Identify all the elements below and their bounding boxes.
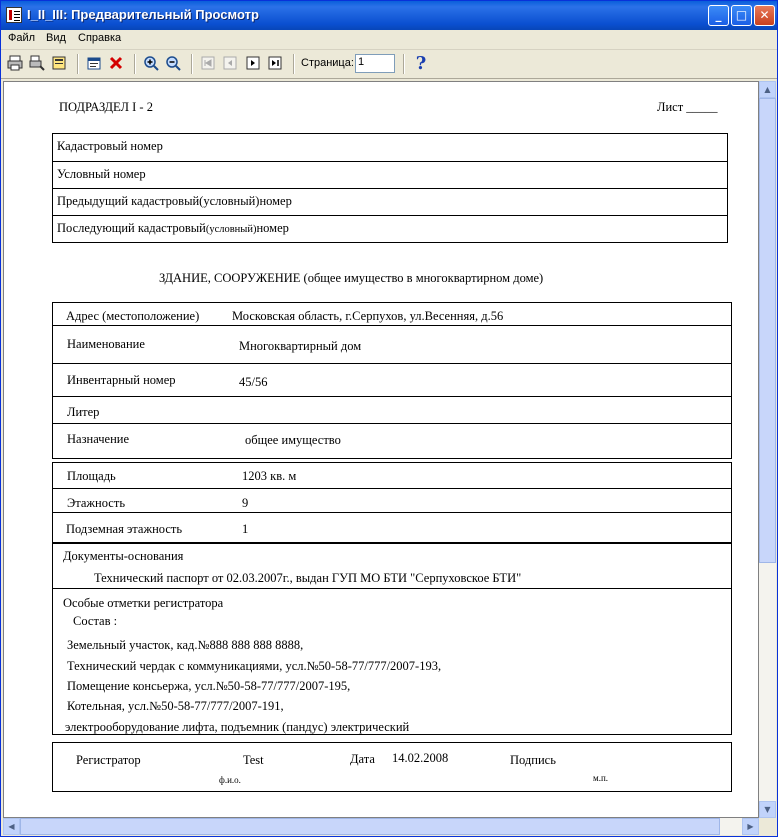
prev-page-icon[interactable] — [221, 54, 239, 72]
composition-label: Состав : — [73, 614, 118, 628]
window-title: I_II_III: Предварительный Просмотр — [27, 7, 259, 22]
registrar-value: Test — [243, 753, 264, 767]
maximize-button[interactable]: □ — [731, 5, 752, 26]
sheet-label: Лист _____ — [657, 100, 718, 114]
documents-label: Документы-основания — [63, 549, 184, 563]
next-page-icon[interactable] — [244, 54, 262, 72]
print-setup-icon[interactable] — [28, 54, 46, 72]
app-icon[interactable] — [6, 7, 22, 23]
area-floors-table — [52, 462, 732, 543]
page-number-input[interactable]: 1 — [355, 54, 395, 73]
composition-item: Помещение консьержа, усл.№50-58-77/777/2007-195, — [67, 679, 351, 693]
divider — [53, 588, 731, 589]
floors-label: Этажность — [67, 496, 126, 510]
menu-file[interactable]: Файл — [8, 32, 36, 44]
scroll-down-button[interactable]: ▼ — [759, 801, 776, 818]
first-page-icon[interactable] — [199, 54, 217, 72]
divider — [53, 188, 727, 189]
vertical-scroll-thumb[interactable] — [759, 98, 776, 563]
notes-label: Особые отметки регистратора — [63, 596, 224, 610]
name-label: Наименование — [67, 337, 145, 351]
preview-viewport[interactable] — [3, 81, 759, 818]
registrar-label: Регистратор — [76, 753, 141, 767]
minimize-button[interactable]: _ — [708, 5, 729, 26]
vertical-scrollbar[interactable] — [759, 81, 776, 818]
purpose-value: общее имущество — [245, 433, 341, 447]
delete-icon[interactable] — [107, 54, 125, 72]
menu-help[interactable]: Справка — [78, 32, 122, 44]
composition-item: Котельная, усл.№50-58-77/777/2007-191, — [67, 699, 284, 713]
scroll-corner — [759, 818, 776, 835]
horizontal-scrollbar[interactable] — [3, 818, 759, 835]
toolbar-separator — [134, 54, 136, 74]
page-label: Страница: — [301, 57, 354, 69]
next-cadastral-label: Последующий кадастровый(условный)номер — [57, 221, 289, 235]
scroll-right-button[interactable]: ▶ — [742, 818, 759, 835]
divider — [53, 396, 731, 397]
divider — [53, 488, 731, 489]
registrar-table — [52, 742, 732, 792]
divider — [53, 512, 731, 513]
conditional-number-label: Условный номер — [57, 167, 146, 181]
floors-value: 9 — [242, 496, 249, 510]
composition-item: Земельный участок, кад.№888 888 888 8888, — [67, 638, 304, 652]
cadastral-table — [52, 133, 728, 243]
menu-bar — [1, 30, 777, 50]
divider — [53, 325, 731, 326]
documents-value: Технический паспорт от 02.03.2007г., выдан ГУП МО БТИ "Серпуховское БТИ" — [94, 571, 522, 585]
inventory-label: Инвентарный номер — [67, 373, 176, 387]
divider — [53, 215, 727, 216]
cadastral-number-label: Кадастровый номер — [57, 139, 163, 153]
subsection-title: ПОДРАЗДЕЛ I - 2 — [59, 100, 153, 114]
toolbar-separator — [191, 54, 193, 74]
horizontal-scroll-thumb[interactable] — [20, 818, 720, 835]
last-page-icon[interactable] — [266, 54, 284, 72]
toolbar — [1, 50, 777, 79]
underground-floors-label: Подземная этажность — [66, 522, 183, 536]
help-icon[interactable]: ? — [415, 52, 427, 74]
close-button[interactable]: ✕ — [754, 5, 775, 26]
signature-label: Подпись — [510, 753, 556, 767]
zoom-out-icon[interactable] — [164, 54, 182, 72]
toolbar-separator — [293, 54, 295, 74]
documents-notes-table — [52, 543, 732, 735]
composition-item: Технический чердак с коммуникациями, усл.№50-58-77/777/2007-193, — [67, 659, 442, 673]
zoom-in-icon[interactable] — [142, 54, 160, 72]
area-label: Площадь — [67, 469, 116, 483]
date-value: 14.02.2008 — [392, 751, 449, 765]
title-bar[interactable] — [1, 1, 777, 30]
composition-item: электрооборудование лифта, подъемник (пандус) электрический — [65, 720, 410, 734]
area-value: 1203 кв. м — [242, 469, 297, 483]
fio-caption: ф.и.о. — [219, 775, 241, 785]
scroll-left-button[interactable]: ◀ — [3, 818, 20, 835]
divider — [53, 423, 731, 424]
inventory-value: 45/56 — [239, 375, 268, 389]
address-label: Адрес (местоположение) — [66, 309, 200, 323]
mp-caption: м.п. — [593, 773, 609, 783]
purpose-label: Назначение — [67, 432, 130, 446]
divider — [53, 161, 727, 162]
building-info-table — [52, 302, 732, 459]
print-icon[interactable] — [6, 54, 24, 72]
building-heading: ЗДАНИЕ, СООРУЖЕНИЕ (общее имущество в многоквартирном доме) — [159, 271, 544, 285]
divider — [53, 363, 731, 364]
page-setup-icon[interactable] — [85, 54, 103, 72]
document-page — [4, 82, 759, 818]
toolbar-separator — [77, 54, 79, 74]
previous-cadastral-label: Предыдущий кадастровый(условный)номер — [57, 194, 292, 208]
date-label: Дата — [350, 752, 375, 766]
menu-view[interactable]: Вид — [46, 32, 66, 44]
liter-label: Литер — [67, 405, 100, 419]
toolbar-separator — [403, 54, 405, 74]
scroll-up-button[interactable]: ▲ — [759, 81, 776, 98]
export-icon[interactable] — [50, 54, 68, 72]
address-value: Московская область, г.Серпухов, ул.Весенняя, д.56 — [232, 309, 504, 323]
underground-floors-value: 1 — [242, 522, 249, 536]
name-value: Многоквартирный дом — [239, 339, 362, 353]
